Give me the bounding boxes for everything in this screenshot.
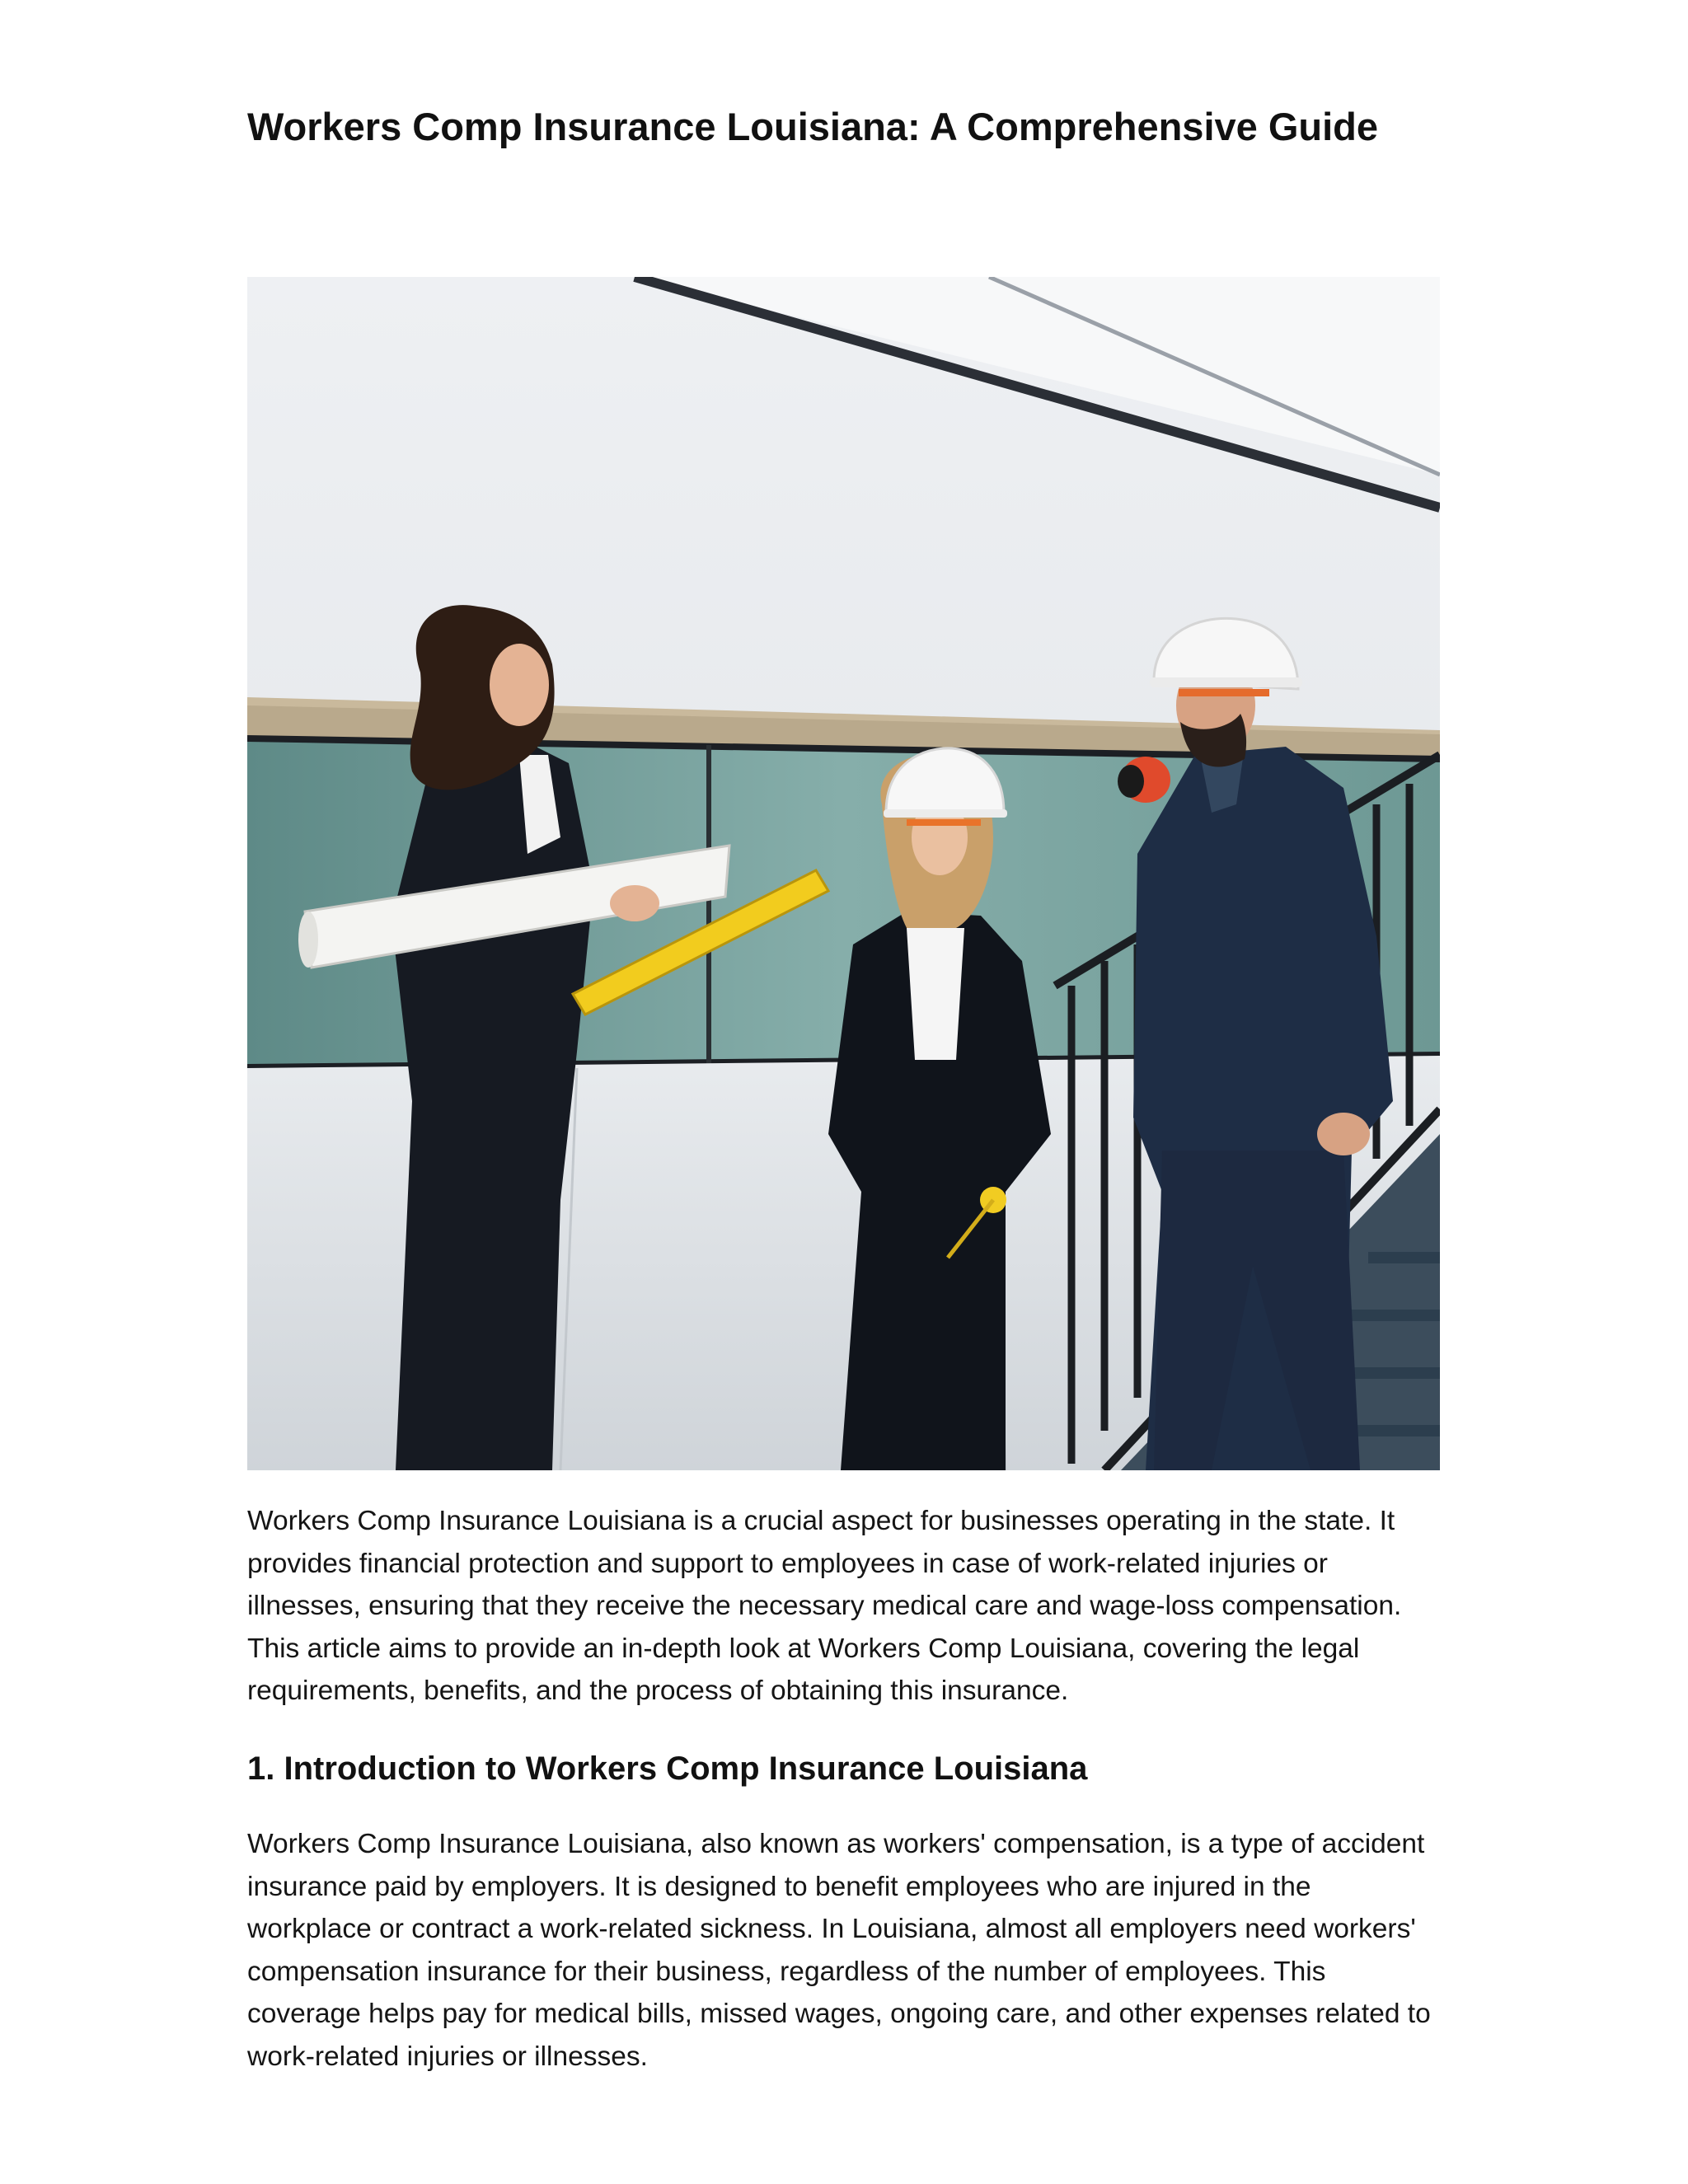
section-heading: 1. Introduction to Workers Comp Insurance Louisiana	[247, 1750, 1088, 1787]
section-body: Workers Comp Insurance Louisiana, also known as workers' compensation, is a type of accident insurance paid by employers. It is designed to benefit employees who are injured in the workplace or contract a work-related sickness. In Louisiana, almost all employers need workers' compensation insurance for their business, regardless of the number of employees. This coverage helps pay for medical bills, missed wages, ongoing care, and other expenses related to work-related injuries or illnesses.	[247, 1829, 1431, 2072]
page-title: Workers Comp Insurance Louisiana: A Comprehensive Guide	[247, 105, 1379, 148]
hero-photo	[247, 277, 1440, 1470]
construction-team-photo-icon	[247, 277, 1440, 1470]
intro-paragraph: Workers Comp Insurance Louisiana is a crucial aspect for businesses operating in the state. It provides financial protection and support to employees in case of work-related injuries or illnesses, ensuring that they receive the necessary medical care and wage-loss compensation. This article aims to provide an in-depth look at Workers Comp Louisiana, covering the legal requirements, benefits, and the process of obtaining this insurance.	[247, 1506, 1402, 1706]
